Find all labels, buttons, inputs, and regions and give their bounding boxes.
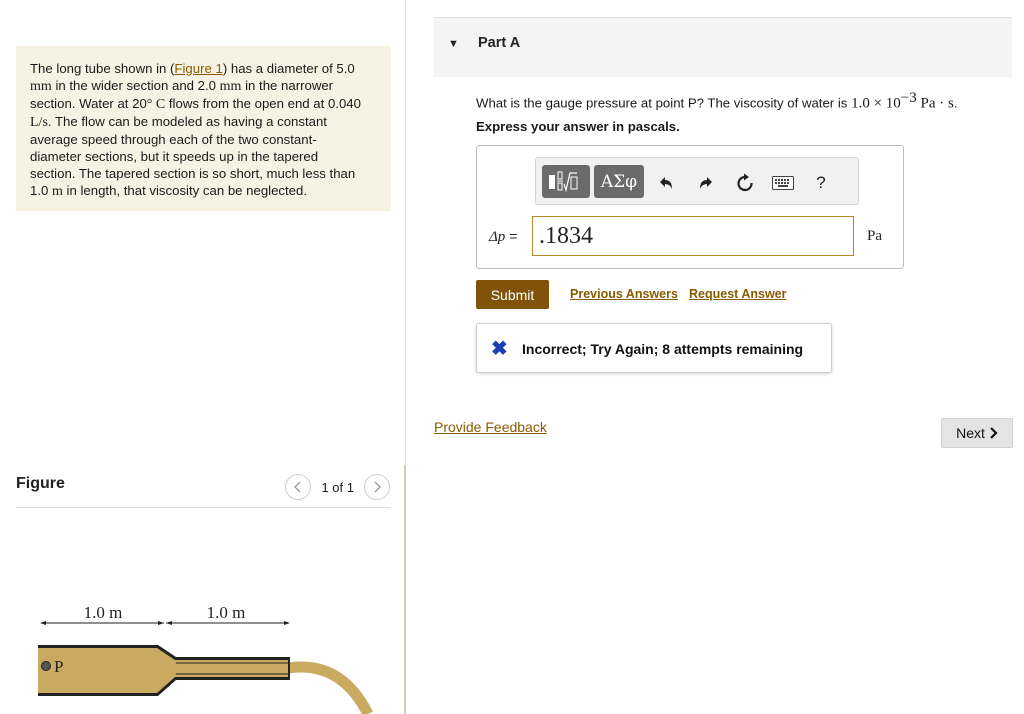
- problem-text: in the narrower: [241, 78, 334, 93]
- tube-body: [38, 648, 288, 693]
- problem-text: in length, that viscosity can be neglected.: [62, 183, 308, 198]
- help-button[interactable]: ?: [816, 173, 826, 192]
- problem-line-3: [30, 95, 377, 113]
- unit-math: mm: [30, 79, 52, 94]
- unit-math: L/s: [30, 115, 48, 130]
- problem-line-6: diameter sections, but it speeds up in the tapered: [30, 149, 319, 164]
- part-header[interactable]: [434, 17, 1012, 77]
- question-end: .: [953, 95, 958, 111]
- next-button[interactable]: [941, 418, 1013, 448]
- chevron-left-icon[interactable]: [285, 474, 311, 500]
- part-title: Part A: [478, 35, 521, 51]
- figure-pagination: [285, 474, 390, 500]
- question-body: What is the gauge pressure at point P? The viscosity of water is: [476, 95, 852, 111]
- math-toolbar: [535, 157, 859, 205]
- answer-unit: Pa: [867, 228, 882, 244]
- problem-text: . The flow can be modeled as having a constant: [47, 114, 327, 129]
- figure-title: Figure: [16, 475, 65, 492]
- chevron-right-icon[interactable]: [364, 474, 390, 500]
- question-text: [476, 90, 958, 112]
- caret-down-icon[interactable]: ▼: [448, 38, 459, 50]
- fraction-sqrt-template-icon[interactable]: [542, 165, 590, 198]
- tube-figure: [16, 590, 390, 714]
- problem-text: 1.0: [30, 183, 52, 198]
- feedback-message: Incorrect; Try Again; 8 attempts remaining: [522, 341, 804, 357]
- problem-line-1: [30, 60, 377, 77]
- reset-icon[interactable]: [732, 170, 758, 196]
- greek-symbols-button[interactable]: ΑΣφ: [594, 165, 644, 198]
- unit-math: m: [52, 184, 63, 199]
- figure-link[interactable]: Figure 1: [174, 61, 223, 76]
- answer-equals: =: [505, 228, 518, 244]
- figure-header: [16, 470, 390, 508]
- feedback-message-box: [476, 323, 832, 373]
- unit-math: ° C: [146, 97, 166, 112]
- figure-count: 1 of 1: [321, 479, 354, 495]
- problem-line-7: section. The tapered section is so short, much less than: [30, 166, 356, 181]
- provide-feedback-link[interactable]: Provide Feedback: [434, 419, 547, 435]
- problem-line-4: [30, 113, 377, 131]
- problem-text: The long tube shown in (: [30, 61, 175, 76]
- undo-icon[interactable]: [654, 170, 680, 196]
- column-divider-accent: [404, 465, 406, 714]
- unit-math: mm: [219, 79, 242, 94]
- dimension-label-right: 1.0 m: [206, 603, 246, 622]
- redo-icon[interactable]: [692, 170, 718, 196]
- problem-line-8: [30, 182, 377, 200]
- keyboard-icon[interactable]: [770, 170, 796, 196]
- submit-button[interactable]: Submit: [476, 280, 549, 309]
- x-icon: ✖: [491, 338, 508, 360]
- viscosity-value: 1.0 × 10: [851, 95, 901, 112]
- viscosity-unit: Pa · s: [916, 95, 954, 112]
- point-p-label: P: [54, 657, 64, 676]
- request-answer-link[interactable]: Request Answer: [689, 287, 787, 301]
- problem-text: flows from the open end at 0.040: [165, 96, 361, 111]
- chevron-right-icon: [989, 427, 998, 439]
- previous-answers-link[interactable]: Previous Answers: [570, 287, 678, 301]
- problem-statement: [16, 46, 391, 211]
- viscosity-exponent: −3: [900, 90, 917, 106]
- answer-panel: [476, 145, 904, 269]
- next-label: Next: [956, 425, 985, 441]
- dimension-lines: [40, 621, 290, 625]
- problem-line-5: average speed through each of the two constant-: [30, 132, 317, 147]
- answer-symbol: Δp: [489, 229, 506, 245]
- problem-text: section. Water at 20: [30, 96, 147, 111]
- point-p-marker: [42, 662, 51, 671]
- water-stream: [288, 667, 368, 714]
- dimension-label-left: 1.0 m: [83, 603, 123, 622]
- problem-text: ) has a diameter of 5.0: [222, 61, 355, 76]
- problem-line-2: [30, 77, 377, 95]
- answer-label: [489, 228, 517, 246]
- problem-column: [0, 0, 406, 714]
- answer-input[interactable]: [532, 216, 854, 256]
- problem-text: in the wider section and 2.0: [51, 78, 220, 93]
- answer-instruction: Express your answer in pascals.: [476, 119, 680, 134]
- tube-cut: [16, 640, 38, 702]
